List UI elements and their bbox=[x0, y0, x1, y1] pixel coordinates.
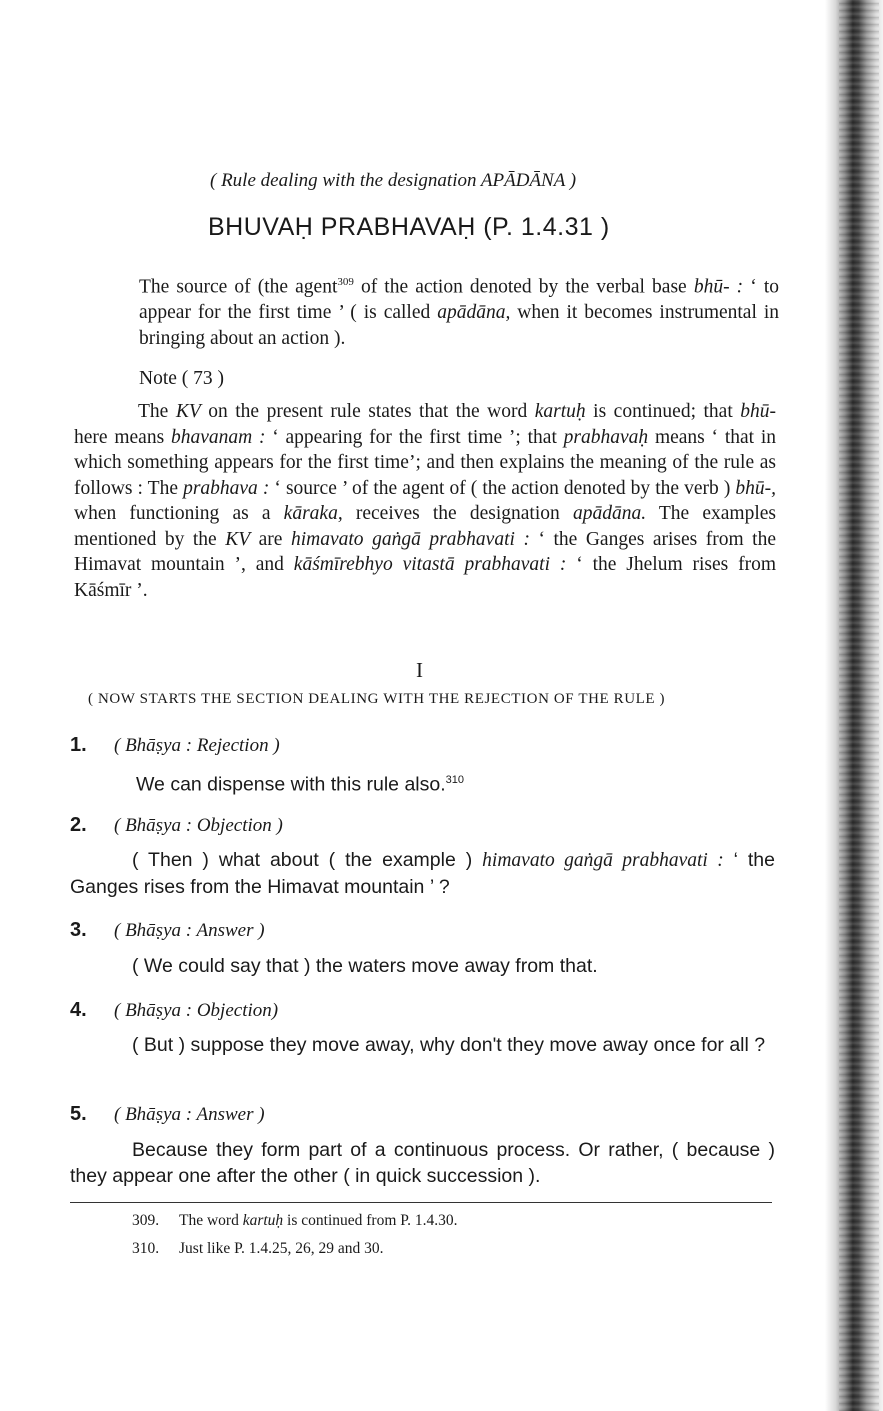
book-spine-texture bbox=[839, 0, 879, 1411]
item-head-text: ( Bhāṣya : Objection) bbox=[114, 1000, 279, 1021]
note-term: kāraka, bbox=[283, 503, 343, 524]
footnote-number: 310. bbox=[132, 1240, 160, 1257]
note-text: means ‘ that in which something appears for the first time’; and then explains the meaning of the rule as follows : The bbox=[74, 426, 777, 499]
page-title: BHUVAḤ PRABHAVAḤ (P. 1.4.31 ) bbox=[208, 213, 610, 241]
note-text: ‘ appearing for the first time ’; that bbox=[265, 426, 564, 448]
item-number: 4. bbox=[70, 999, 87, 1021]
item-text: ( We could say that ) the waters move away from that. bbox=[132, 955, 598, 977]
note-term: KV bbox=[225, 528, 251, 550]
item-4-heading bbox=[70, 999, 278, 1022]
note-text: The examples mentioned by the bbox=[74, 503, 776, 550]
item-4-body bbox=[70, 1032, 775, 1058]
footnote-text: Just like P. 1.4.25, 26, 29 and 30. bbox=[179, 1240, 384, 1257]
note-text: The bbox=[138, 401, 176, 422]
footnote-term: kartuḥ bbox=[242, 1212, 284, 1229]
note-term: bhū-, bbox=[735, 477, 776, 499]
item-head-text: ( Bhāṣya : Rejection ) bbox=[114, 735, 280, 756]
intro-text-4: when it becomes instrumental in bringing about an action ). bbox=[139, 302, 779, 349]
footnote-309 bbox=[132, 1212, 458, 1230]
note-term: kartuḥ bbox=[534, 401, 586, 422]
footnote-text: The word bbox=[179, 1212, 243, 1229]
note-text: is continued; that bbox=[585, 401, 741, 422]
item-text: ‘ the Ganges rises from the Himavat mountain ’ ? bbox=[70, 849, 775, 898]
note-term: bhū- bbox=[740, 401, 776, 422]
note-text: ‘ the Jhelum rises from Kāśmīr ’. bbox=[74, 554, 777, 601]
item-number: 2. bbox=[70, 814, 87, 836]
item-3-body bbox=[132, 953, 598, 979]
footnote-310 bbox=[132, 1240, 384, 1258]
item-5-heading bbox=[70, 1103, 265, 1126]
note-text: here means bbox=[74, 426, 171, 448]
item-head-text: ( Bhāṣya : Answer ) bbox=[114, 1104, 265, 1125]
footnote-text: is continued from P. 1.4.30. bbox=[283, 1212, 458, 1229]
intro-term-bhu: bhū- : bbox=[693, 276, 744, 298]
note-text: receives the designation bbox=[342, 503, 573, 524]
note-term: kāśmīrebhyo vitastā prabhavati : bbox=[293, 554, 567, 575]
intro-term-apadana: apādāna, bbox=[437, 302, 511, 323]
item-2-heading bbox=[70, 814, 283, 837]
note-text: on the present rule states that the word bbox=[200, 401, 535, 422]
note-text: when functioning as a bbox=[74, 503, 284, 524]
item-number: 3. bbox=[70, 919, 87, 941]
item-3-heading bbox=[70, 919, 265, 942]
section-numeral: I bbox=[416, 658, 423, 682]
footnote-ref-309[interactable]: 309 bbox=[337, 276, 354, 288]
note-term: KV bbox=[175, 401, 201, 422]
note-term: bhavanam : bbox=[170, 426, 266, 448]
item-number: 1. bbox=[70, 734, 87, 756]
footnote-ref-310[interactable]: 310 bbox=[445, 774, 464, 786]
note-term: apādāna. bbox=[572, 503, 647, 524]
intro-text-2: of the action denoted by the verbal base bbox=[353, 276, 694, 298]
rule-translation bbox=[139, 270, 779, 351]
note-term: himavato gaṅgā prabhavati : bbox=[290, 528, 530, 550]
footnote-number: 309. bbox=[132, 1212, 160, 1229]
rule-designation-note: ( Rule dealing with the designation APĀDĀNA ) bbox=[210, 170, 577, 191]
section-heading: ( NOW STARTS THE SECTION DEALING WITH THE REJECTION OF THE RULE ) bbox=[88, 691, 666, 707]
note-text: ‘ the Ganges arises from the Himavat mountain ’, and bbox=[74, 528, 776, 575]
note-paragraph bbox=[74, 399, 776, 603]
footnote-divider bbox=[70, 1202, 772, 1203]
item-2-body bbox=[70, 847, 775, 900]
item-5-body bbox=[70, 1137, 775, 1189]
item-example: himavato gaṅgā prabhavati : bbox=[482, 850, 724, 871]
item-text: ( But ) suppose they move away, why don't they move away once for all ? bbox=[132, 1034, 766, 1056]
item-head-text: ( Bhāṣya : Objection ) bbox=[114, 815, 283, 836]
item-head-text: ( Bhāṣya : Answer ) bbox=[114, 920, 265, 941]
note-term: prabhava : bbox=[183, 477, 270, 499]
item-text: Because they form part of a continuous process. Or rather, ( because ) they appear one after the other ( in quick succession ). bbox=[70, 1139, 775, 1187]
item-1-body bbox=[136, 767, 464, 798]
note-term: prabhavaḥ bbox=[563, 426, 649, 448]
item-text: We can dispense with this rule also. bbox=[136, 773, 446, 796]
note-label: Note ( 73 ) bbox=[139, 368, 225, 389]
note-text: are bbox=[250, 528, 291, 550]
intro-text-1: The source of (the agent bbox=[139, 276, 338, 298]
item-1-heading bbox=[70, 734, 280, 757]
intro-text-3: ‘ to appear for the first time ’ ( is called bbox=[139, 276, 779, 323]
item-number: 5. bbox=[70, 1103, 87, 1125]
item-text: ( Then ) what about ( the example ) bbox=[132, 849, 483, 871]
note-text: ‘ source ’ of the agent of ( the action denoted by the verb ) bbox=[269, 477, 736, 499]
